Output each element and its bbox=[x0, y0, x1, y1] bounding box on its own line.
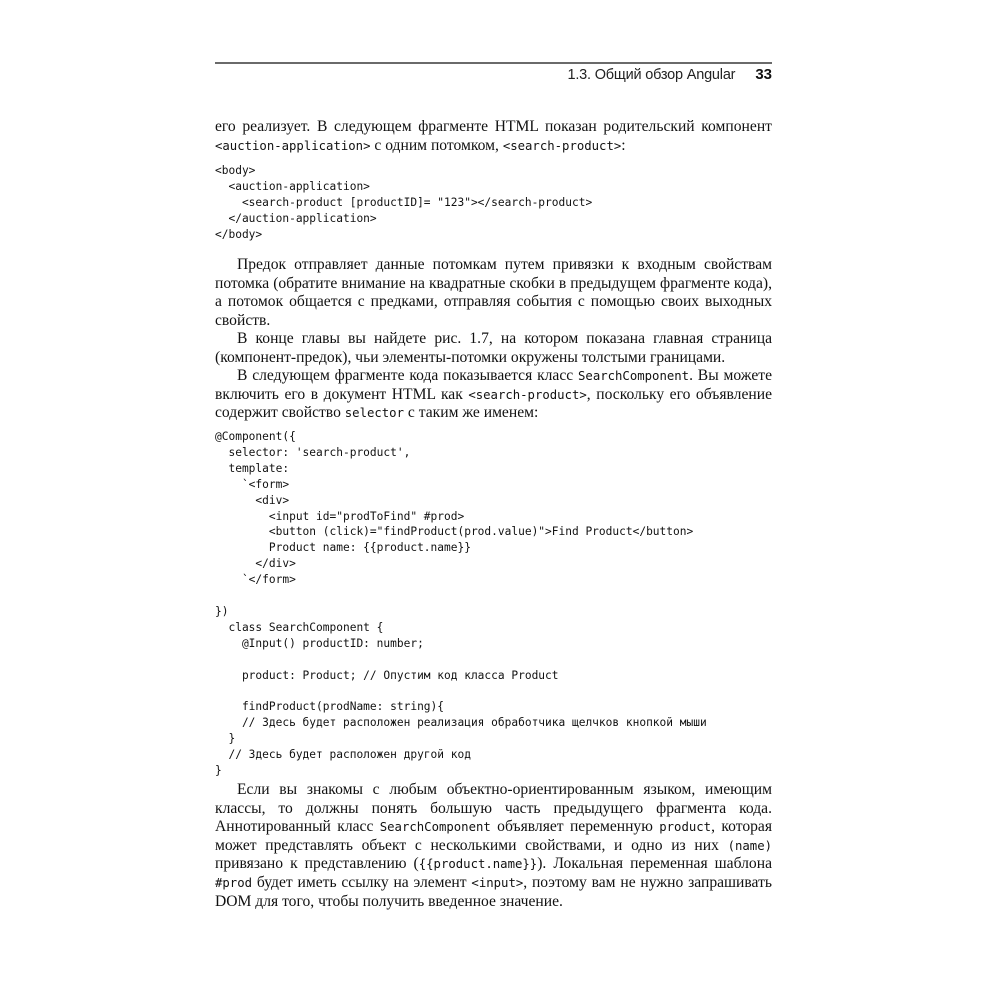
header-rule bbox=[215, 62, 772, 64]
paragraph-2: Предок отправляет данные потомкам путем привязки к входным свойствам потомка (обратите внимание на квадратные скобки в предыдущем фрагменте кода), а потомок общается с предками, отправляя события с помощью своих выходных свойств. bbox=[215, 256, 772, 329]
code-block-html: <body> <auction-application> <search-product [productID]= "123"></search-product> </auction-application> </body> bbox=[215, 164, 593, 241]
running-head bbox=[567, 66, 772, 86]
inline-code: <search-product> bbox=[502, 138, 622, 153]
inline-code: selector bbox=[344, 406, 404, 421]
paragraph-5: Если вы знакомы с любым объектно-ориентированным языком, имеющим классы, то должны понять большую часть предыдущего фрагмента кода. Аннотированный класс SearchComponent объявляет переменную product, которая может представлять объект с несколькими свойствами, и одно из них (name) привязано к представлению ({{product.name}}). Локальная переменная шаблона #prod будет иметь ссылку на элемент <input>, поэтому вам не нужно запрашивать DOM для того, чтобы получить введенное значение. bbox=[215, 781, 773, 910]
inline-code: <input> bbox=[471, 875, 524, 890]
inline-code: #prod bbox=[215, 875, 253, 890]
inline-code: {{product.name}} bbox=[418, 857, 538, 872]
code-block-typescript: @Component({ selector: 'search-product', template: `<form> <div> <input id="prodToFind" #prod> <button (click)="findProduct(prod.value)">Find Product</button> Product name: {{product.name}} </div> `</form> }) class SearchComponent { @Input() productID: number; product: Product; // Опустим код класса Product findProduct(prodName: string){ // Здесь будет расположен реализация обработчика щелчков кнопкой мыши } // Здесь будет расположен другой код } bbox=[215, 430, 707, 778]
paragraph-3: В конце главы вы найдете рис. 1.7, на котором показана главная страница (компонент-предок), чьи элементы-потомки окружены толстыми границами. bbox=[215, 330, 772, 366]
inline-code: SearchComponent bbox=[578, 369, 690, 383]
paragraph-4: В следующем фрагменте кода показывается класс SearchComponent. Вы можете включить его в документ HTML как <search-product>, поскольку его объявление содержит свойство selector с таким же именем: bbox=[215, 367, 772, 422]
book-page bbox=[215, 0, 772, 1000]
inline-code: <auction-application> bbox=[215, 138, 371, 153]
page-number: 33 bbox=[755, 66, 772, 83]
inline-code: SearchComponent bbox=[379, 820, 491, 835]
inline-code: product bbox=[659, 820, 712, 835]
paragraph-1: его реализует. В следующем фрагменте HTML показан родительский компонент <auction-application> с одним потомком, <search-product>: bbox=[215, 118, 772, 154]
section-title: 1.3. Общий обзор Angular bbox=[567, 67, 736, 83]
inline-code: <search-product> bbox=[468, 387, 587, 402]
inline-code: (name) bbox=[727, 838, 772, 853]
